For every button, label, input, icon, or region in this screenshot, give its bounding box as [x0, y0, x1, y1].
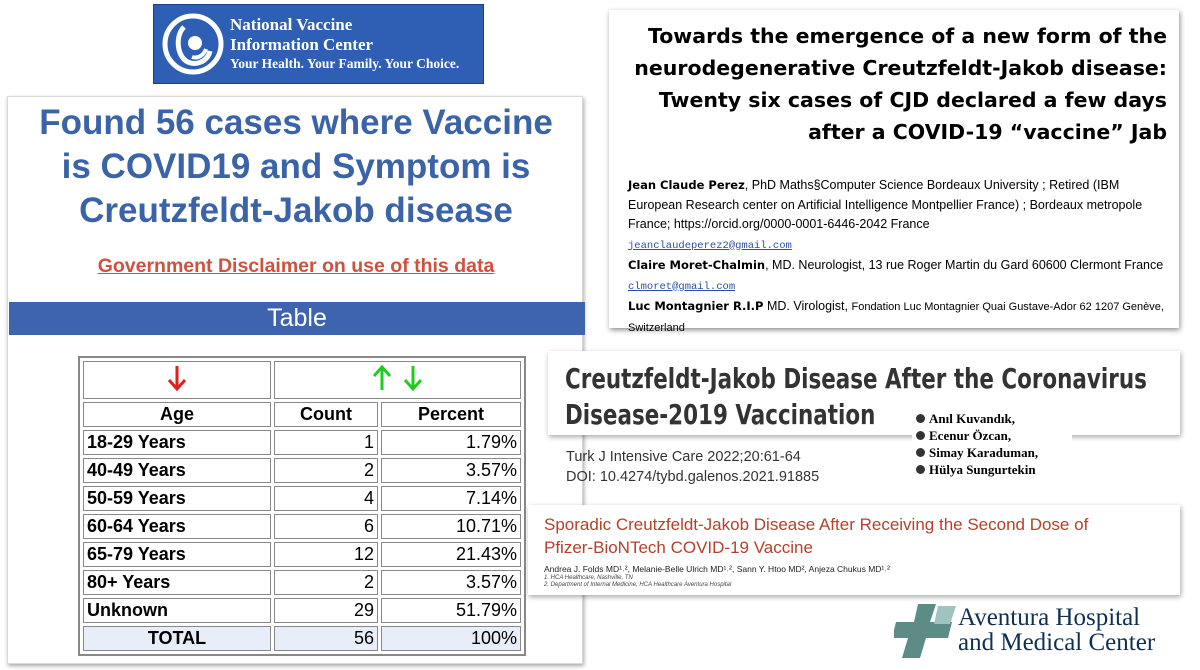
- sort-down-arrow-green-icon[interactable]: [403, 364, 423, 392]
- nvic-name-line1: National Vaccine: [230, 15, 353, 34]
- row-percent: 21.43%: [381, 542, 521, 567]
- row-count: 12: [274, 542, 378, 567]
- row-age: 65-79 Years: [83, 542, 271, 567]
- sporadic-authors: Andrea J. Folds MD¹˒², Melanie-Belle Ulrich MD¹˒², Sann Y. Htoo MD², Anjeza Chukus MD¹˒²: [544, 564, 890, 574]
- paper-title: [609, 20, 1179, 148]
- row-count: 4: [274, 486, 378, 511]
- paper-title-line3: Twenty six cases of CJD declared a few days: [658, 88, 1167, 112]
- author-affiliation: MD. Virologist,: [763, 299, 852, 313]
- author-name: Jean Claude Perez: [628, 178, 745, 192]
- author-entry: [628, 256, 1168, 297]
- table-row: [83, 570, 521, 595]
- orcid-icon: [916, 465, 925, 474]
- col-header-age: Age: [83, 402, 271, 427]
- total-percent: 100%: [381, 626, 521, 651]
- row-percent: 1.79%: [381, 430, 521, 455]
- row-count: 2: [274, 458, 378, 483]
- sporadic-affiliations: [544, 575, 731, 589]
- total-label: TOTAL: [83, 626, 271, 651]
- row-percent: 3.57%: [381, 458, 521, 483]
- results-heading-line2: is COVID19 and Symptom is: [61, 147, 531, 186]
- nvic-tagline: Your Health. Your Family. Your Choice.: [230, 56, 460, 71]
- row-percent: 51.79%: [381, 598, 521, 623]
- table-row: [83, 458, 521, 483]
- row-age: 60-64 Years: [83, 514, 271, 539]
- author-name: Luc Montagnier R.I.P: [628, 299, 764, 313]
- author-entry: Hülya Sungurtekin: [916, 461, 1068, 478]
- paper-title-line4: after a COVID-19 “vaccine” Jab: [808, 120, 1167, 144]
- government-disclaimer-link[interactable]: Government Disclaimer on use of this data: [97, 255, 495, 277]
- sporadic-cjd-card: [528, 505, 1180, 595]
- sort-cell-age[interactable]: [83, 361, 271, 399]
- sort-down-arrow-icon[interactable]: [167, 364, 187, 392]
- author-entry: [628, 176, 1168, 235]
- journal-reference: Turk J Intensive Care 2022;20:61-64: [566, 449, 801, 465]
- turk-title-line2: Disease-2019 Vaccination: [565, 399, 876, 431]
- author-name: Claire Moret-Chalmin: [628, 258, 766, 272]
- row-percent: 3.57%: [381, 570, 521, 595]
- row-age: 80+ Years: [83, 570, 271, 595]
- row-count: 29: [274, 598, 378, 623]
- turk-paper-card: [548, 351, 1180, 435]
- table-row: [83, 514, 521, 539]
- doi-reference: DOI: 10.4274/tybd.galenos.2021.91885: [566, 469, 820, 485]
- table-header-row: [83, 402, 521, 427]
- results-heading-line1: Found 56 cases where Vaccine: [39, 103, 553, 142]
- col-header-count: Count: [274, 402, 378, 427]
- turk-title-line1: Creutzfeldt-Jakob Disease After the Coronavirus: [565, 363, 1147, 395]
- turk-citation: [566, 447, 819, 487]
- medical-cross-icon: [894, 604, 964, 658]
- row-age: 40-49 Years: [83, 458, 271, 483]
- sporadic-paper-title: [544, 513, 1088, 559]
- row-percent: 7.14%: [381, 486, 521, 511]
- author-entry: Ecenur Özcan,: [916, 427, 1068, 444]
- row-age: Unknown: [83, 598, 271, 623]
- author-affiliation: , PhD Maths§Computer Science Bordeaux University ; Retired (IBM European Research center on Artificial Intelligence Montpellier France) ; Bordeaux metropole France; https://orcid.org/0000-0001-6446-2042 France: [628, 178, 1143, 231]
- table-row: [83, 598, 521, 623]
- row-age: 50-59 Years: [83, 486, 271, 511]
- table-total-row: [83, 626, 521, 651]
- aventura-logo-line2: and Medical Center: [958, 629, 1156, 656]
- age-breakdown-table: [78, 356, 526, 656]
- orcid-icon: [916, 448, 925, 457]
- paper-authors: [628, 176, 1168, 338]
- sporadic-title-line2: Pfizer-BioNTech COVID-19 Vaccine: [544, 538, 813, 557]
- author-entry: Simay Karaduman,: [916, 444, 1068, 461]
- orcid-icon: [916, 414, 925, 423]
- vaers-results-panel: [7, 96, 583, 664]
- table-row: [83, 542, 521, 567]
- nvic-text: [230, 15, 459, 73]
- affiliation-2: 2. Department of Internal Medicine, HCA Healthcare Aventura Hospital: [544, 582, 732, 588]
- table-row: [83, 486, 521, 511]
- sporadic-title-line1: Sporadic Creutzfeldt-Jakob Disease After Receiving the Second Dose of: [544, 515, 1089, 534]
- author-affiliation: , MD. Neurologist, 13 rue Roger Martin du Gard 60600 Clermont France: [765, 258, 1164, 272]
- sort-up-arrow-icon[interactable]: [372, 364, 392, 392]
- nvic-logo: [153, 4, 484, 84]
- cjd-paper-card: [609, 10, 1179, 334]
- mother-child-icon: [162, 13, 224, 75]
- aventura-logo-line1: Aventura Hospital: [958, 604, 1141, 631]
- affiliation-1: 1. HCA Healthcare, Nashville, TN: [544, 575, 633, 581]
- row-count: 6: [274, 514, 378, 539]
- aventura-hospital-logo: [958, 605, 1155, 655]
- paper-title-line2: neurodegenerative Creutzfeldt-Jakob disease:: [634, 56, 1167, 80]
- author-entry: [628, 297, 1168, 338]
- results-heading-line3: Creutzfeldt-Jakob disease: [79, 191, 513, 230]
- row-age: 18-29 Years: [83, 430, 271, 455]
- author-affiliation-small: Fondation Luc Montagnier Quai Gustave-Ador 62 1207 Genève, Switzerland: [628, 301, 1164, 334]
- orcid-icon: [916, 431, 925, 440]
- table-section-bar: Table: [9, 302, 585, 335]
- row-percent: 10.71%: [381, 514, 521, 539]
- nvic-name-line2: Information Center: [230, 35, 374, 54]
- author-email-link[interactable]: jeanclaudeperez2@gmail.com: [628, 239, 792, 252]
- results-heading: [8, 101, 584, 233]
- author-entry: Anıl Kuvandık,: [916, 410, 1068, 427]
- table-row: [83, 430, 521, 455]
- row-count: 1: [274, 430, 378, 455]
- turk-authors: [912, 408, 1072, 480]
- total-count: 56: [274, 626, 378, 651]
- col-header-percent: Percent: [381, 402, 521, 427]
- sort-cell-count[interactable]: [274, 361, 521, 399]
- row-count: 2: [274, 570, 378, 595]
- author-email-link[interactable]: clmoret@gmail.com: [628, 280, 736, 293]
- paper-title-line1: Towards the emergence of a new form of the: [647, 24, 1167, 48]
